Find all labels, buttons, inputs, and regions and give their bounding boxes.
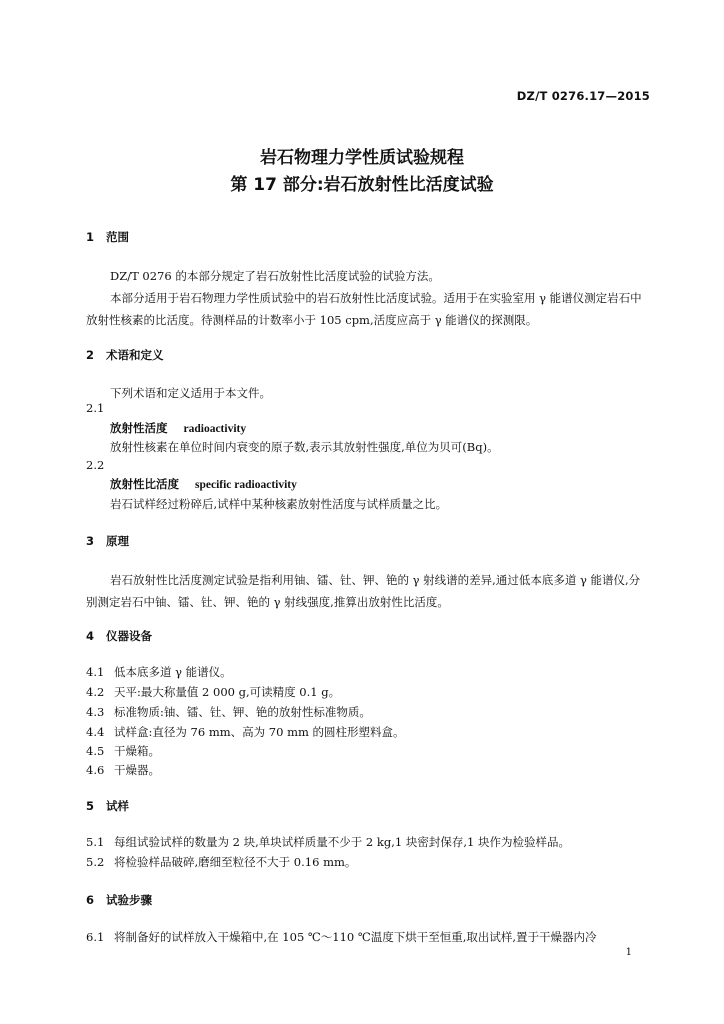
item-text: 干燥器。 [114,763,160,777]
term-chinese: 放射性比活度 [110,477,179,491]
item-text: 低本底多道 γ 能谱仪。 [114,665,232,679]
item-text: 将制备好的试样放入干燥箱中,在 105 ℃～110 ℃温度下烘干至恒重,取出试样,置于干燥器内冷 [114,930,597,944]
section-1-heading [86,229,129,246]
section-number: 2 [86,348,95,362]
item-number: 6.1 [86,930,105,944]
section-title: 原理 [106,534,129,548]
list-item [86,929,597,946]
item-number: 4.3 [86,705,105,719]
section-title: 试验步骤 [106,893,152,907]
list-item [86,834,570,851]
section-2-heading [86,347,164,364]
section-1-paragraph-1: DZ/T 0276 的本部分规定了岩石放射性比活度试验的试验方法。 [110,269,440,283]
standard-code: DZ/T 0276.17—2015 [516,89,650,103]
item-number: 5.2 [86,855,105,869]
list-item [86,724,405,741]
section-number: 3 [86,534,95,548]
section-6-heading [86,892,152,909]
term-2-1 [110,420,246,438]
section-number: 1 [86,230,95,244]
section-title: 范围 [106,230,129,244]
item-number: 4.4 [86,725,105,739]
item-number: 4.1 [86,665,105,679]
section-number: 4 [86,629,95,643]
term-2-2-definition: 岩石试样经过粉碎后,试样中某种核素放射性活度与试样质量之比。 [110,497,448,511]
section-number: 5 [86,799,95,813]
term-2-2-number: 2.2 [86,458,105,472]
term-chinese: 放射性活度 [110,421,168,435]
item-text: 每组试验试样的数量为 2 块,单块试样质量不少于 2 kg,1 块密封保存,1 块作为检验样品。 [114,835,570,849]
section-3-heading [86,533,129,550]
item-number: 4.6 [86,763,105,777]
section-3-paragraph: 岩石放射性比活度测定试验是指利用铀、镭、钍、钾、铯的 γ 射线谱的差异,通过低本底多道 γ 能谱仪,分别测定岩石中铀、镭、钍、钾、铯的 γ 射线强度,推算出放射性比活度。 [86,573,641,609]
document-subtitle: 第 17 部分:岩石放射性比活度试验 [230,175,494,195]
section-2-intro: 下列术语和定义适用于本文件。 [110,386,271,400]
item-text: 天平:最大称量值 2 000 g,可读精度 0.1 g。 [114,685,341,699]
term-english: radioactivity [183,423,247,435]
section-5-heading [86,798,129,815]
list-item [86,684,340,701]
list-item [86,743,160,760]
term-2-1-number: 2.1 [86,401,105,415]
list-item [86,704,371,721]
item-number: 4.2 [86,685,105,699]
item-text: 干燥箱。 [114,744,160,758]
section-title: 术语和定义 [106,348,164,362]
section-number: 6 [86,893,95,907]
term-2-2 [110,476,297,494]
list-item [86,664,232,681]
list-item [86,762,160,779]
page-number: 1 [625,947,632,958]
item-number: 5.1 [86,835,105,849]
list-item [86,854,356,871]
section-1-paragraph-2: 本部分适用于岩石物理力学性质试验中的岩石放射性比活度试验。适用于在实验室用 γ 能谱仪测定岩石中放射性核素的比活度。待测样品的计数率小于 105 cpm,活度应高于 γ 能谱仪的探测限。 [86,291,642,327]
section-title: 仪器设备 [106,629,152,643]
item-text: 标准物质:铀、镭、钍、钾、铯的放射性标准物质。 [114,705,371,719]
item-text: 试样盒:直径为 76 mm、高为 70 mm 的圆柱形塑料盒。 [114,725,405,739]
section-title: 试样 [106,799,129,813]
item-number: 4.5 [86,744,105,758]
item-text: 将检验样品破碎,磨细至粒径不大于 0.16 mm。 [114,855,357,869]
section-4-heading [86,628,152,645]
term-2-1-definition: 放射性核素在单位时间内衰变的原子数,表示其放射性强度,单位为贝可(Bq)。 [110,440,499,454]
term-english: specific radioactivity [195,479,297,491]
document-title: 岩石物理力学性质试验规程 [260,148,464,168]
